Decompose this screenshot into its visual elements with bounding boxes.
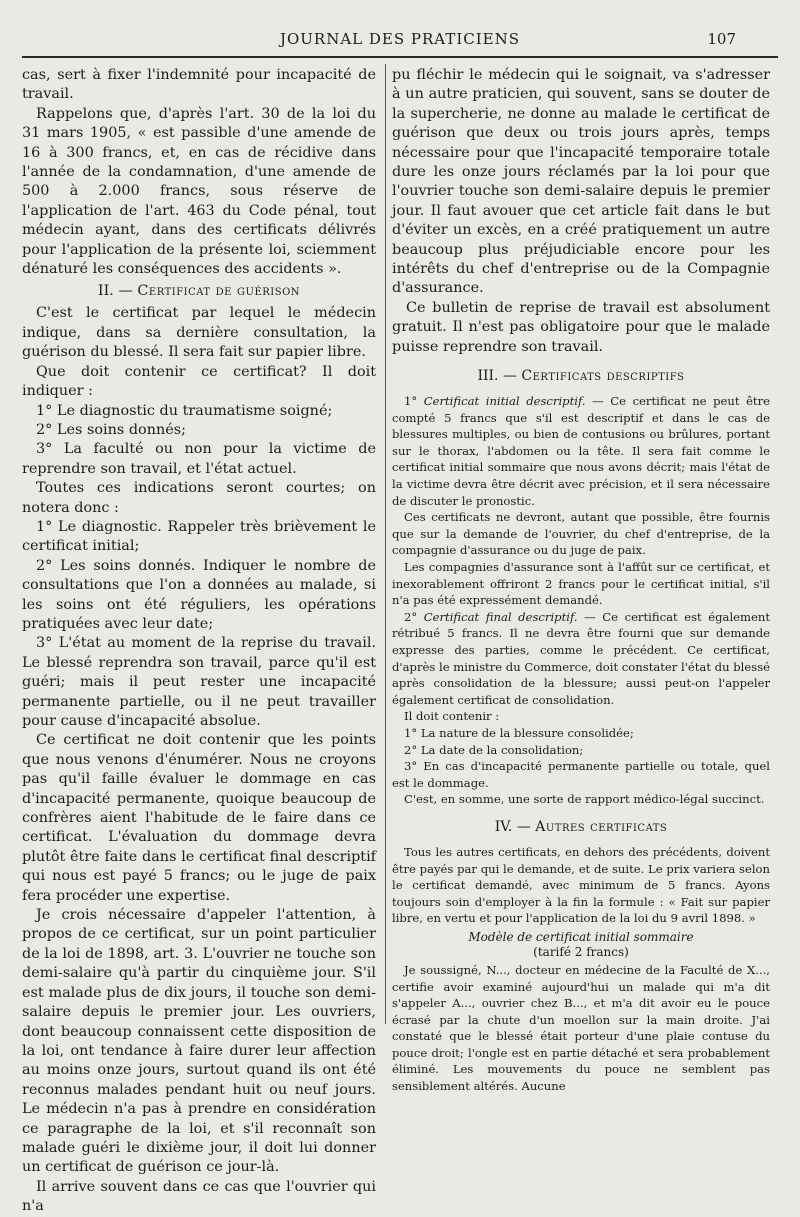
paragraph bbox=[392, 609, 770, 709]
paragraph: Je soussigné, N..., docteur en médecine de la Faculté de X..., certifie avoir examiné aujourd'hui un malade qui m'a dit s'appeler A..., ouvrier chez B..., et m'a dit avoir eu le pouce écrasé par la chute d'un moellon sur la main droite. J'ai constaté que le blessé était porteur d'une plaie contuse du pouce droit; l'ongle est en partie détaché et sera probablement éliminé. Les mouvements du pouce ne semblent pas sensiblement altérés. Aucune bbox=[392, 962, 770, 1094]
paragraph: Je crois nécessaire d'appeler l'attention, à propos de ce certificat, sur un point particulier de la loi de 1898, art. 3. L'ouvrier ne touche son demi-salaire qu'à partir du cinquième jour. S'il est malade plus de dix jours, il touche son demi-salaire depuis le premier jour. Les ouvriers, dont beaucoup connaissent cette disposition de la loi, ont tendance à faire durer leur affection au moins onze jours, surtout quand ils ont été reconnus malades pendant huit ou neuf jours. Le médecin n'a pas à prendre en considération ce paragraphe de la loi, et s'il reconnaît son malade guéri le dixième jour, il doit lui donner un certificat de guérison ce jour-là. bbox=[22, 907, 376, 1176]
item-number: 2° bbox=[404, 609, 424, 624]
paragraph: Ces certificats ne devront, autant que possible, être fournis que sur la demande de l'ouvrier, du chef d'entreprise, de la compagnie d'assurance ou du juge de paix. bbox=[392, 510, 770, 558]
header-rule bbox=[22, 56, 778, 58]
paragraph: Il arrive souvent dans ce cas que l'ouvrier qui n'a bbox=[22, 1178, 376, 1215]
section-title: Certificats descriptifs bbox=[521, 368, 685, 385]
list-item: 3° La faculté ou non pour la victime de reprendre son travail, et l'état actuel. bbox=[22, 441, 376, 477]
section-3-body bbox=[392, 393, 770, 808]
section-heading-2 bbox=[22, 282, 376, 300]
left-column bbox=[22, 66, 376, 1217]
item-text: — Ce certificat ne peut être compté 5 francs que s'il est descriptif et dans le cas de blessures multiples, ou bien de contusions ou brûlures, portant sur le thorax, l'abdomen ou la tête. Il sera fait comme le certificat initial sommaire que nous avons décrit; mais l'état de la victime devra être décrit avec précision, et il sera nécessaire de discuter le pronostic. bbox=[392, 394, 770, 508]
paragraph: Il doit contenir : bbox=[404, 709, 500, 724]
model-subtitle: (tarifé 2 francs) bbox=[533, 944, 629, 959]
paragraph: cas, sert à fixer l'indemnité pour incapacité de travail. bbox=[22, 67, 376, 103]
list-item: 1° La nature de la blessure consolidée; bbox=[404, 725, 634, 740]
section-number: IV. — bbox=[494, 818, 531, 835]
section-number: III. — bbox=[477, 368, 517, 385]
paragraph: C'est le certificat par lequel le médecin indique, dans sa dernière consultation, la guérison du blessé. Il sera fait sur papier libre. bbox=[22, 305, 376, 361]
paragraph bbox=[392, 393, 770, 509]
column-divider bbox=[385, 64, 386, 1024]
model-title: Modèle de certificat initial sommaire bbox=[468, 929, 694, 944]
paragraph: Ce certificat ne doit contenir que les points que nous venons d'énumérer. Nous ne croyons pas qu'il faille évaluer le dommage en cas d'incapacité permanente, quoique beaucoup de confrères aient l'habitude de le faire dans ce certificat. L'évaluation du dommage devra plutôt être faite dans le certificat final descriptif qui nous est payé 5 francs; ou le juge de paix fera procéder une expertise. bbox=[22, 732, 376, 904]
right-column bbox=[392, 66, 770, 1095]
section-heading-3 bbox=[392, 367, 770, 385]
item-title: Certificat final descriptif. bbox=[423, 609, 578, 624]
list-item: 3° L'état au moment de la reprise du travail. Le blessé reprendra son travail, parce qu'il est guéri; mais il peut rester une incapacité permanente partielle, ou il ne peut travailler pour cause d'incapacité absolue. bbox=[22, 635, 376, 729]
item-text: — Ce certificat est également rétribué 5 francs. Il ne devra être fourni que sur demande expresse des parties, comme le précédent. Ce certificat, d'après le ministre du Commerce, doit constater l'état du blessé après consolidation de la blessure; aussi peut-on l'appeler également certificat de consolidation. bbox=[392, 609, 771, 707]
list-item: 2° La date de la consolidation; bbox=[404, 742, 584, 757]
section-4-body bbox=[392, 844, 770, 1095]
paragraph: C'est, en somme, une sorte de rapport médico-légal succinct. bbox=[404, 792, 765, 807]
item-number: 1° bbox=[404, 394, 424, 409]
paragraph: Rappelons que, d'après l'art. 30 de la loi du 31 mars 1905, « est passible d'une amende de 16 à 300 francs, et, en cas de récidive dans l'année de la condamnation, d'une amende de 500 à 2.000 francs, sous réserve de l'application de l'art. 463 du Code pénal, tout médecin ayant, dans des certificats délivrés pour l'application de la présente loi, sciemment dénaturé les conséquences des accidents ». bbox=[22, 105, 376, 278]
list-item: 2° Les soins donnés; bbox=[36, 421, 186, 438]
paragraph: pu fléchir le médecin qui le soignait, va s'adresser à un autre praticien, qui souvent, sans se douter de la supercherie, ne donne au malade le certificat de guérison que deux ou trois jours après, temps nécessaire pour que l'incapacité temporaire totale dure les onze jours réclamés par la loi pour que l'ouvrier touche son demi-salaire depuis le premier jour. Il faut avouer que cet article fait dans le but d'éviter un excès, en a créé pratiquement un autre beaucoup plus préjudiciable encore pour les intérêts du chef d'entreprise ou de la Compagnie d'assurance. bbox=[392, 67, 770, 297]
paragraph: Que doit contenir ce certificat? Il doit indiquer : bbox=[22, 363, 376, 400]
section-title: Certificat de guérison bbox=[137, 283, 301, 300]
list-item: 1° Le diagnostic du traumatisme soigné; bbox=[36, 402, 333, 419]
list-item: 1° Le diagnostic. Rappeler très brièvement le certificat initial; bbox=[22, 518, 376, 555]
paragraph: Les compagnies d'assurance sont à l'affût sur ce certificat, et inexorablement offriront 2 francs pour le certificat initial, s'il n'a pas été expressément demandé. bbox=[392, 560, 770, 608]
list-item: 2° Les soins donnés. Indiquer le nombre de consultations que l'on a données au malade, si les soins ont été réguliers, les opérations pratiquées avec leur date; bbox=[22, 557, 376, 632]
paragraph: Toutes ces indications seront courtes; on notera donc : bbox=[22, 480, 376, 516]
section-number: II. — bbox=[97, 283, 133, 300]
section-title: Autres certificats bbox=[535, 818, 668, 835]
list-item: 3° En cas d'incapacité permanente partielle ou totale, quel est le dommage. bbox=[392, 759, 770, 790]
running-head bbox=[0, 30, 800, 52]
right-intro bbox=[392, 66, 770, 357]
paragraph: Ce bulletin de reprise de travail est absolument gratuit. Il n'est pas obligatoire pour que le malade puisse reprendre son travail. bbox=[392, 299, 770, 355]
paragraph: Tous les autres certificats, en dehors des précédents, doivent être payés par qui le demande, et de suite. Le prix variera selon le certificat demandé, avec minimum de 5 francs. Ayons toujours soin d'employer à la fin la formule : « Fait sur papier libre, en vertu et pour l'application de la loi du 9 avril 1898. » bbox=[392, 844, 770, 926]
item-title: Certificat initial descriptif. bbox=[423, 394, 586, 409]
journal-title: JOURNAL DES PRATICIENS bbox=[279, 30, 521, 48]
page-number: 107 bbox=[707, 30, 736, 48]
section-heading-4 bbox=[392, 818, 770, 836]
